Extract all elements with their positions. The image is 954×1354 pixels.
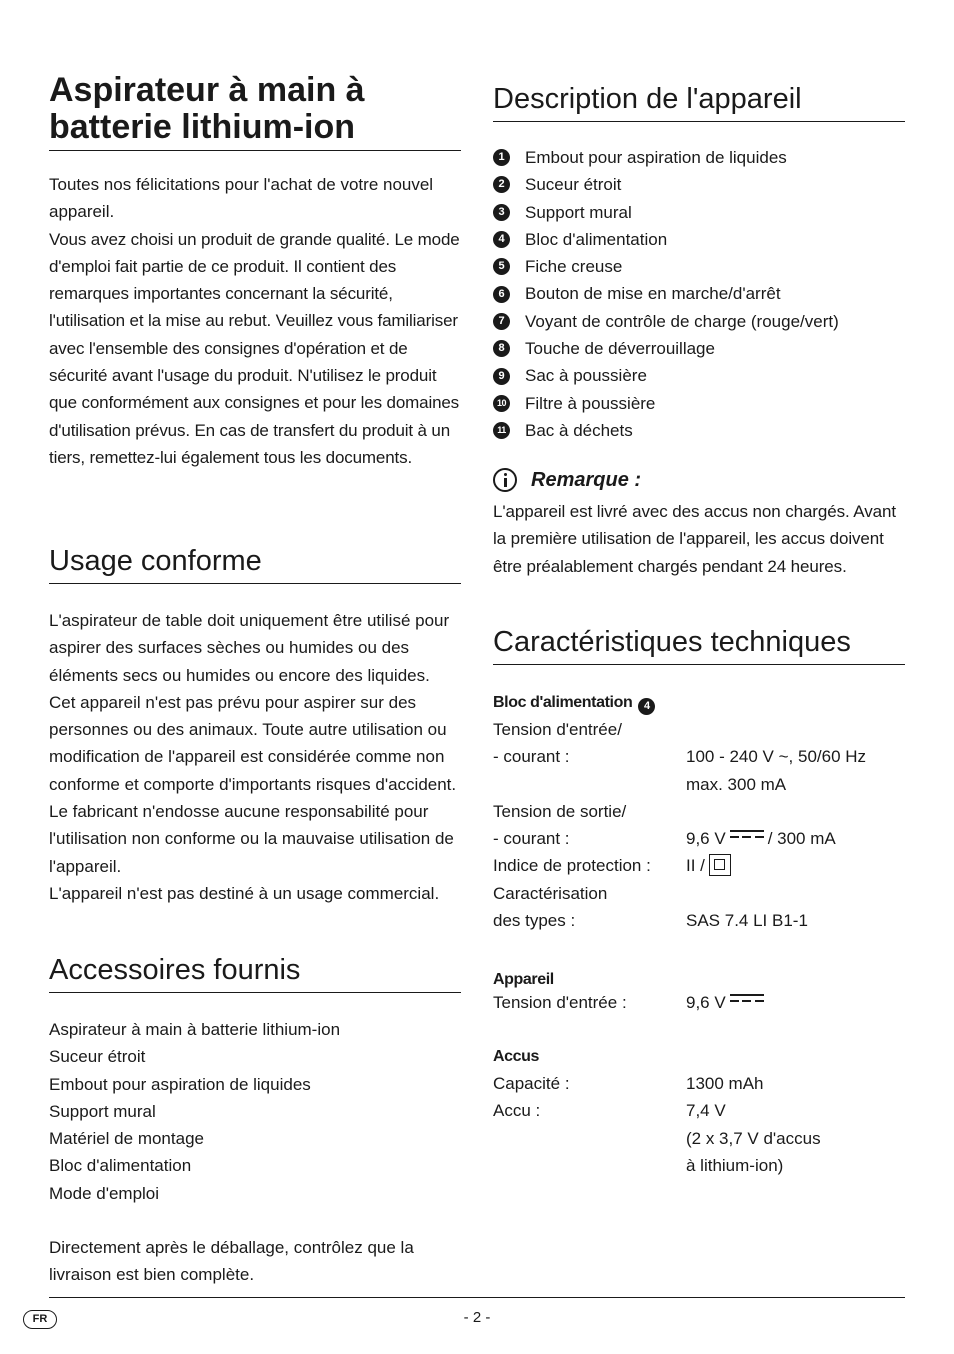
list-item: Matériel de montage	[49, 1129, 204, 1149]
output-label-line1: Tension de sortie/	[493, 802, 627, 821]
double-insulation-icon	[709, 854, 731, 876]
list-item	[493, 390, 839, 417]
number-badge: 11	[493, 422, 510, 439]
list-item-label: Filtre à poussière	[525, 393, 656, 413]
accu-value-line2: (2 x 3,7 V d'accus	[686, 1129, 821, 1148]
page-number: - 2 -	[463, 1309, 491, 1326]
list-item-label: Embout pour aspiration de liquides	[525, 148, 787, 167]
accu-value-line1: 7,4 V	[686, 1101, 726, 1120]
list-item: Aspirateur à main à batterie lithium-ion	[49, 1020, 341, 1039]
list-item-label: Support mural	[525, 202, 632, 222]
list-item-label: Voyant de contrôle de charge (rouge/vert)	[525, 311, 839, 331]
protection-value	[686, 852, 731, 879]
usage-paragraph-2: Cet appareil n'est pas prévu pour aspirer sur des personnes ou des animaux. Toute autre utilisation ou modification de l'appareil est considérée comme non conforme et comporte d'importants risques d'accident. Le fabricant n'endosse aucune responsabilité pour l'utilisation non conforme ou la mauvaise utilisation de l'appareil.	[49, 692, 457, 876]
list-item-label: Suceur étroit	[525, 175, 622, 195]
number-badge: 2	[493, 176, 510, 193]
description-heading: Description de l'appareil	[493, 83, 905, 122]
power-supply-heading	[493, 693, 655, 715]
number-badge: 7	[493, 313, 510, 330]
input-label-line2: - courant :	[493, 747, 570, 766]
power-supply-heading-label: Bloc d'alimentation	[493, 694, 633, 711]
description-list	[493, 144, 839, 444]
device-voltage: 9,6 V	[686, 993, 726, 1012]
protection-class-text: II /	[686, 856, 705, 875]
type-value: SAS 7.4 LI B1-1	[686, 911, 808, 930]
intro-paragraph-1: Toutes nos félicitations pour l'achat de votre nouvel appareil.	[49, 175, 434, 222]
number-badge: 10	[493, 395, 510, 412]
info-icon	[493, 468, 517, 492]
language-badge: FR	[23, 1310, 57, 1329]
number-badge: 8	[493, 340, 510, 357]
list-item	[493, 144, 839, 171]
capacity-label: Capacité :	[493, 1074, 570, 1093]
usage-paragraph-1: L'aspirateur de table doit uniquement être utilisé pour aspirer des surfaces sèches ou humides ou des éléments secs ou humides ou encore des liquides.	[49, 611, 450, 685]
remark-header	[493, 468, 641, 492]
list-item-label: Bac à déchets	[525, 420, 633, 440]
number-badge: 5	[493, 258, 510, 275]
type-label-line2: des types :	[493, 911, 576, 930]
number-badge: 6	[493, 286, 510, 303]
list-item	[493, 253, 839, 280]
output-voltage: 9,6 V	[686, 829, 726, 848]
dc-current-icon	[730, 830, 764, 840]
list-item-label: Touche de déverrouillage	[525, 339, 715, 359]
number-badge: 9	[493, 368, 510, 385]
capacity-value: 1300 mAh	[686, 1074, 764, 1093]
accu-label: Accu :	[493, 1101, 541, 1120]
list-item-label: Bloc d'alimentation	[525, 229, 668, 249]
list-item-label: Sac à poussière	[525, 366, 647, 386]
accessories-note: Directement après le déballage, contrôlez que la livraison est bien complète.	[49, 1238, 414, 1285]
intro-paragraph-2: Vous avez choisi un produit de grande qualité. Le mode d'emploi fait partie de ce produit. Il contient des remarques importantes concernant la sécurité, l'utilisation et la mise au rebut. Veuillez vous familiariser avec l'ensemble des consignes d'opération et de sécurité avant l'usage du produit. N'utilisez le produit que conformément aux consignes et pour les domaines d'utilisation prévus. En cas de transfert du produit à un tiers, remettez-lui également tous les documents.	[49, 229, 460, 467]
output-current: / 300 mA	[767, 829, 836, 848]
list-item: Bloc d'alimentation	[49, 1156, 192, 1176]
list-item-label: Fiche creuse	[525, 257, 623, 277]
list-item: Embout pour aspiration de liquides	[49, 1074, 311, 1094]
footer-divider	[49, 1297, 905, 1298]
input-label-line1: Tension d'entrée/	[493, 720, 622, 739]
usage-heading: Usage conforme	[49, 545, 461, 584]
intro-text	[49, 171, 461, 471]
device-heading: Appareil	[493, 971, 554, 988]
list-item: Suceur étroit	[49, 1047, 146, 1067]
number-badge: 4	[493, 231, 510, 248]
remark-title: Remarque :	[531, 468, 642, 491]
input-value-line2: max. 300 mA	[686, 775, 787, 794]
list-item	[493, 335, 839, 362]
battery-heading: Accus	[493, 1048, 540, 1065]
list-item	[493, 362, 839, 389]
number-badge: 1	[493, 149, 510, 166]
device-input-label: Tension d'entrée :	[493, 993, 627, 1012]
specs-heading: Caractéristiques techniques	[493, 626, 905, 665]
list-item-label: Bouton de mise en marche/d'arrêt	[525, 284, 781, 304]
dc-current-icon	[730, 994, 764, 1004]
accessories-heading: Accessoires fournis	[49, 954, 461, 993]
list-item: Mode d'emploi	[49, 1183, 160, 1203]
remark-text: L'appareil est livré avec des accus non chargés. Avant la première utilisation de l'appareil, les accus doivent être préalablement chargés pendant 24 heures.	[493, 502, 896, 576]
output-label-line2: - courant :	[493, 829, 570, 848]
output-value	[686, 825, 836, 852]
number-badge: 4	[638, 698, 655, 715]
list-item	[493, 226, 839, 253]
type-label-line1: Caractérisation	[493, 884, 608, 903]
list-item	[493, 308, 839, 335]
list-item: Support mural	[49, 1101, 156, 1121]
usage-paragraph-3: L'appareil n'est pas destiné à un usage commercial.	[49, 883, 440, 903]
list-item	[493, 417, 839, 444]
input-value-line1: 100 - 240 V ~, 50/60 Hz	[686, 747, 867, 766]
list-item	[493, 280, 839, 307]
accu-value-line3: à lithium-ion)	[686, 1156, 784, 1175]
list-item	[493, 199, 839, 226]
page-title: Aspirateur à main à batterie lithium-ion	[49, 72, 461, 151]
device-input-value	[686, 989, 768, 1016]
protection-label: Indice de protection :	[493, 856, 651, 875]
usage-text	[49, 607, 461, 907]
number-badge: 3	[493, 204, 510, 221]
list-item	[493, 171, 839, 198]
accessories-list	[49, 1016, 461, 1207]
